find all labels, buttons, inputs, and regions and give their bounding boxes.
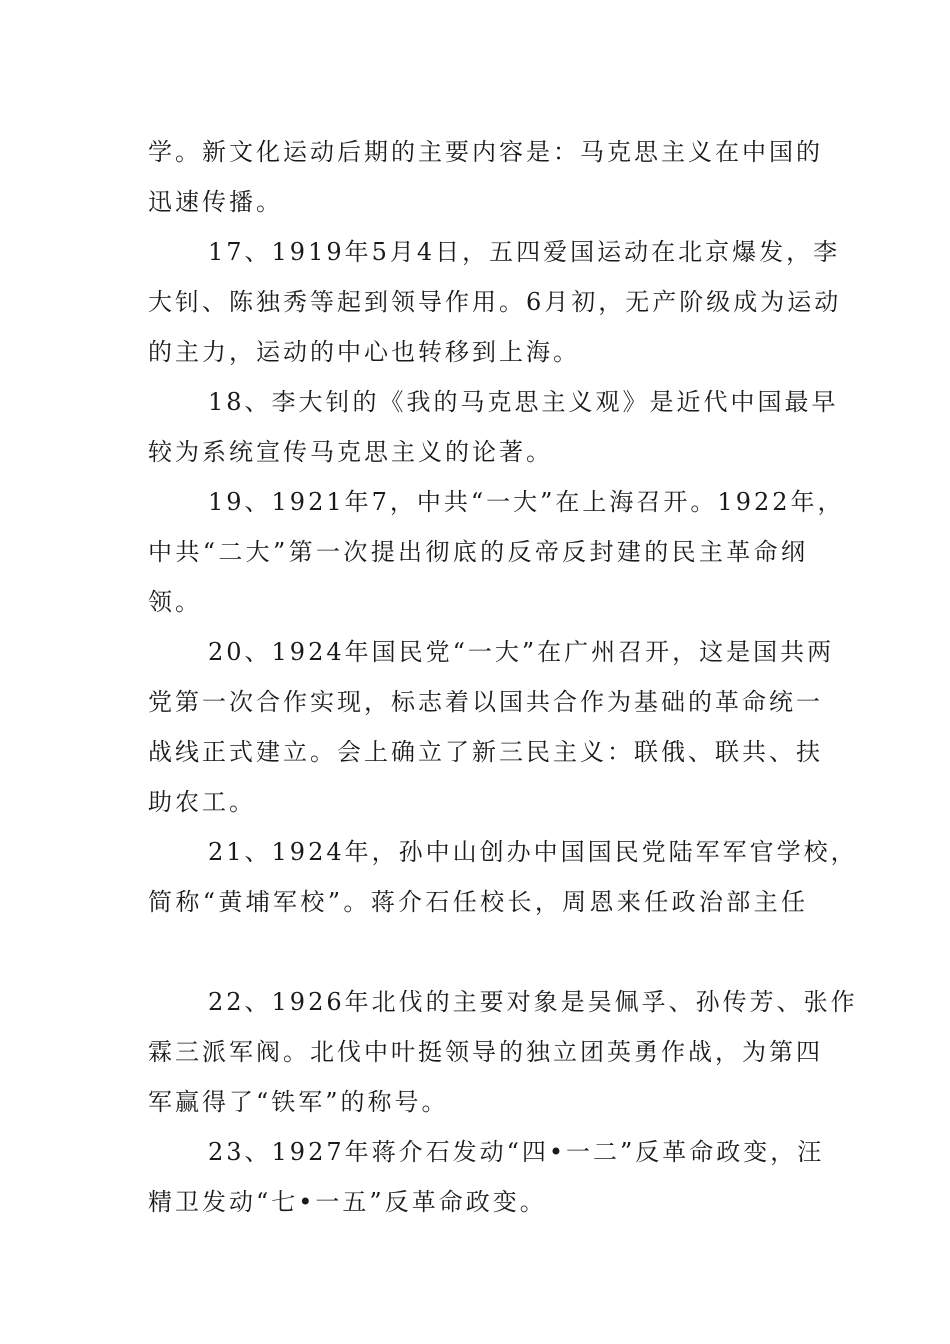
text-line: 17、1919年5月4日，五四爱国运动在北京爆发，李 <box>208 238 841 266</box>
text-line: 的主力，运动的中心也转移到上海。 <box>148 338 580 366</box>
text-line: 中共“二大”第一次提出彻底的反帝反封建的民主革命纲 <box>148 538 808 566</box>
text-line: 战线正式建立。会上确立了新三民主义：联俄、联共、扶 <box>148 738 823 766</box>
text-line: 较为系统宣传马克思主义的论著。 <box>148 438 553 466</box>
text-line: 23、1927年蒋介石发动“四•一二”反革命政变，汪 <box>208 1138 825 1166</box>
text-line: 精卫发动“七•一五”反革命政变。 <box>148 1188 547 1216</box>
text-line: 学。新文化运动后期的主要内容是：马克思主义在中国的 <box>148 138 823 166</box>
text-line: 助农工。 <box>148 788 256 816</box>
text-line: 18、李大钊的《我的马克思主义观》是近代中国最早 <box>208 388 839 416</box>
text-line: 党第一次合作实现，标志着以国共合作为基础的革命统一 <box>148 688 823 716</box>
text-line: 大钊、陈独秀等起到领导作用。6月初，无产阶级成为运动 <box>148 288 842 316</box>
text-line: 19、1921年7，中共“一大”在上海召开。1922年， <box>208 488 845 516</box>
text-line: 21、1924年，孙中山创办中国国民党陆军军官学校， <box>208 838 858 866</box>
text-line: 简称“黄埔军校”。蒋介石任校长，周恩来任政治部主任 <box>148 888 808 916</box>
text-line: 迅速传播。 <box>148 188 283 216</box>
text-line: 22、1926年北伐的主要对象是吴佩孚、孙传芳、张作 <box>208 988 858 1016</box>
text-line: 霖三派军阀。北伐中叶挺领导的独立团英勇作战，为第四 <box>148 1038 823 1066</box>
text-line: 领。 <box>148 588 202 616</box>
text-line: 20、1924年国民党“一大”在广州召开，这是国共两 <box>208 638 835 666</box>
text-line: 军赢得了“铁军”的称号。 <box>148 1088 449 1116</box>
